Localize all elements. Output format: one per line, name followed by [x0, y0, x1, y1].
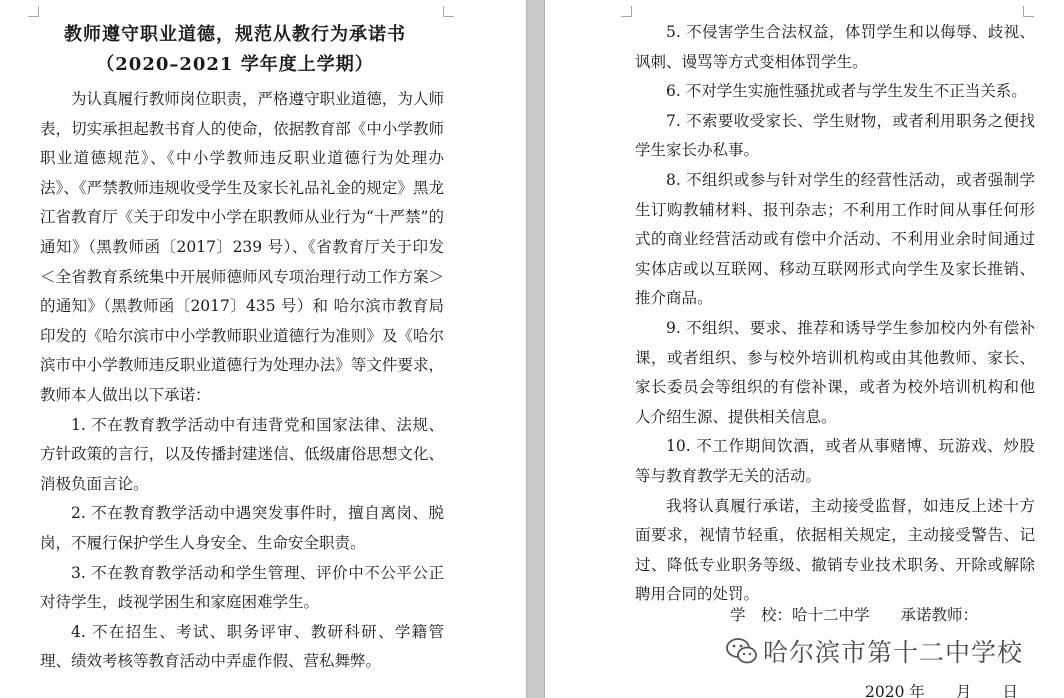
commitment-item-10: 10. 不工作期间饮酒，或者从事赌博、玩游戏、炒股等与教育教学无关的活动。 [635, 437, 1035, 485]
left-document-page [0, 0, 526, 698]
wechat-watermark [725, 633, 1023, 669]
intro-paragraph: 为认真履行教师岗位职责，严格遵守职业道德，为人师表，切实承担起教书育人的使命，依据教育部《中小学教师职业道德规范》、《中小学教师违反职业道德行为处理办法》、《严禁教师违规收受学生及家长礼品礼金的规定》黑龙江省教育厅《关于印发中小学在职教师从业行为“十严禁”的通知》（黑教师函〔2017〕239 号）、《省教育厅关于印发＜全省教育系统集中开展师德师风专项治理行动工作方案＞的通知》（黑教师函〔2017〕435 号）和 哈尔滨市教育局印发的《哈尔滨市中小学教师职业道德行为准则》及《哈尔滨市中小学教师违反职业道德行为处理办法》等文件要求，教师本人做出以下承诺： [40, 90, 444, 404]
crop-mark-top-left [621, 6, 632, 17]
crop-mark-top-right [443, 6, 454, 17]
signature-line: 学 校：哈十二中学 承诺教师： [730, 606, 979, 624]
commitment-item-3: 3. 不在教育教学活动和学生管理、评价中不公平公正对待学生，歧视学困生和家庭困难学生。 [40, 563, 444, 612]
left-page-body [40, 85, 444, 677]
page-gutter [526, 0, 545, 698]
commitment-item-4: 4. 不在招生、考试、职务评审、教研科研、学籍管理、绩效考核等教育活动中弄虚作假、营私舞弊。 [40, 622, 444, 671]
document-subtitle: （2020–2021 学年度上学期） [96, 54, 374, 75]
date-line: 2020 年 月 日 [865, 683, 1018, 698]
wechat-icon [725, 636, 759, 666]
crop-mark-top-right [1023, 6, 1034, 17]
commitment-item-6: 6. 不对学生实施性骚扰或者与学生发生不正当关系。 [666, 82, 1027, 101]
closing-paragraph: 我将认真履行承诺，主动接受监督，如违反上述十方面要求，视情节轻重，依据相关规定，主动接受警告、记过、降低专业职务等级、撤销专业技术职务、开除或解除聘用合同的处罚。 [635, 496, 1035, 604]
document-title: 教师遵守职业道德，规范从教行为承诺书 [64, 24, 406, 45]
watermark-text: 哈尔滨市第十二中学校 [763, 638, 1024, 667]
commitment-item-2: 2. 不在教育教学活动中遇突发事件时，擅自离岗、脱岗，不履行保护学生人身安全、生命安全职责。 [40, 504, 444, 552]
commitment-item-7: 7. 不索要收受家长、学生财物，或者利用职务之便找学生家长办私事。 [635, 111, 1035, 160]
commitment-item-8: 8. 不组织或参与针对学生的经营性活动，或者强制学生订购教辅材料、报刊杂志；不利用工作时间从事任何形式的商业经营活动或有偿中介活动、不利用业余时间通过实体店或以互联网、移动互联网形式向学生及家长推销、推介商品。 [635, 170, 1035, 308]
commitment-item-9: 9. 不组织、要求、推荐和诱导学生参加校内外有偿补课，或者组织、参与校外培训机构或由其他教师、家长、家长委员会等组织的有偿补课，或者为校外培训机构和他人介绍生源、提供相关信息。 [635, 318, 1035, 426]
right-document-page [545, 0, 1064, 698]
right-page-body [635, 18, 1035, 610]
crop-mark-top-left [28, 6, 39, 17]
commitment-item-5: 5. 不侵害学生合法权益，体罚学生和以侮辱、歧视、讽刺、谩骂等方式变相体罚学生。 [635, 23, 1035, 71]
commitment-item-1: 1. 不在教育教学活动中有违背党和国家法律、法规、方针政策的言行，以及传播封建迷信、低级庸俗思想文化、消极负面言论。 [40, 415, 444, 493]
